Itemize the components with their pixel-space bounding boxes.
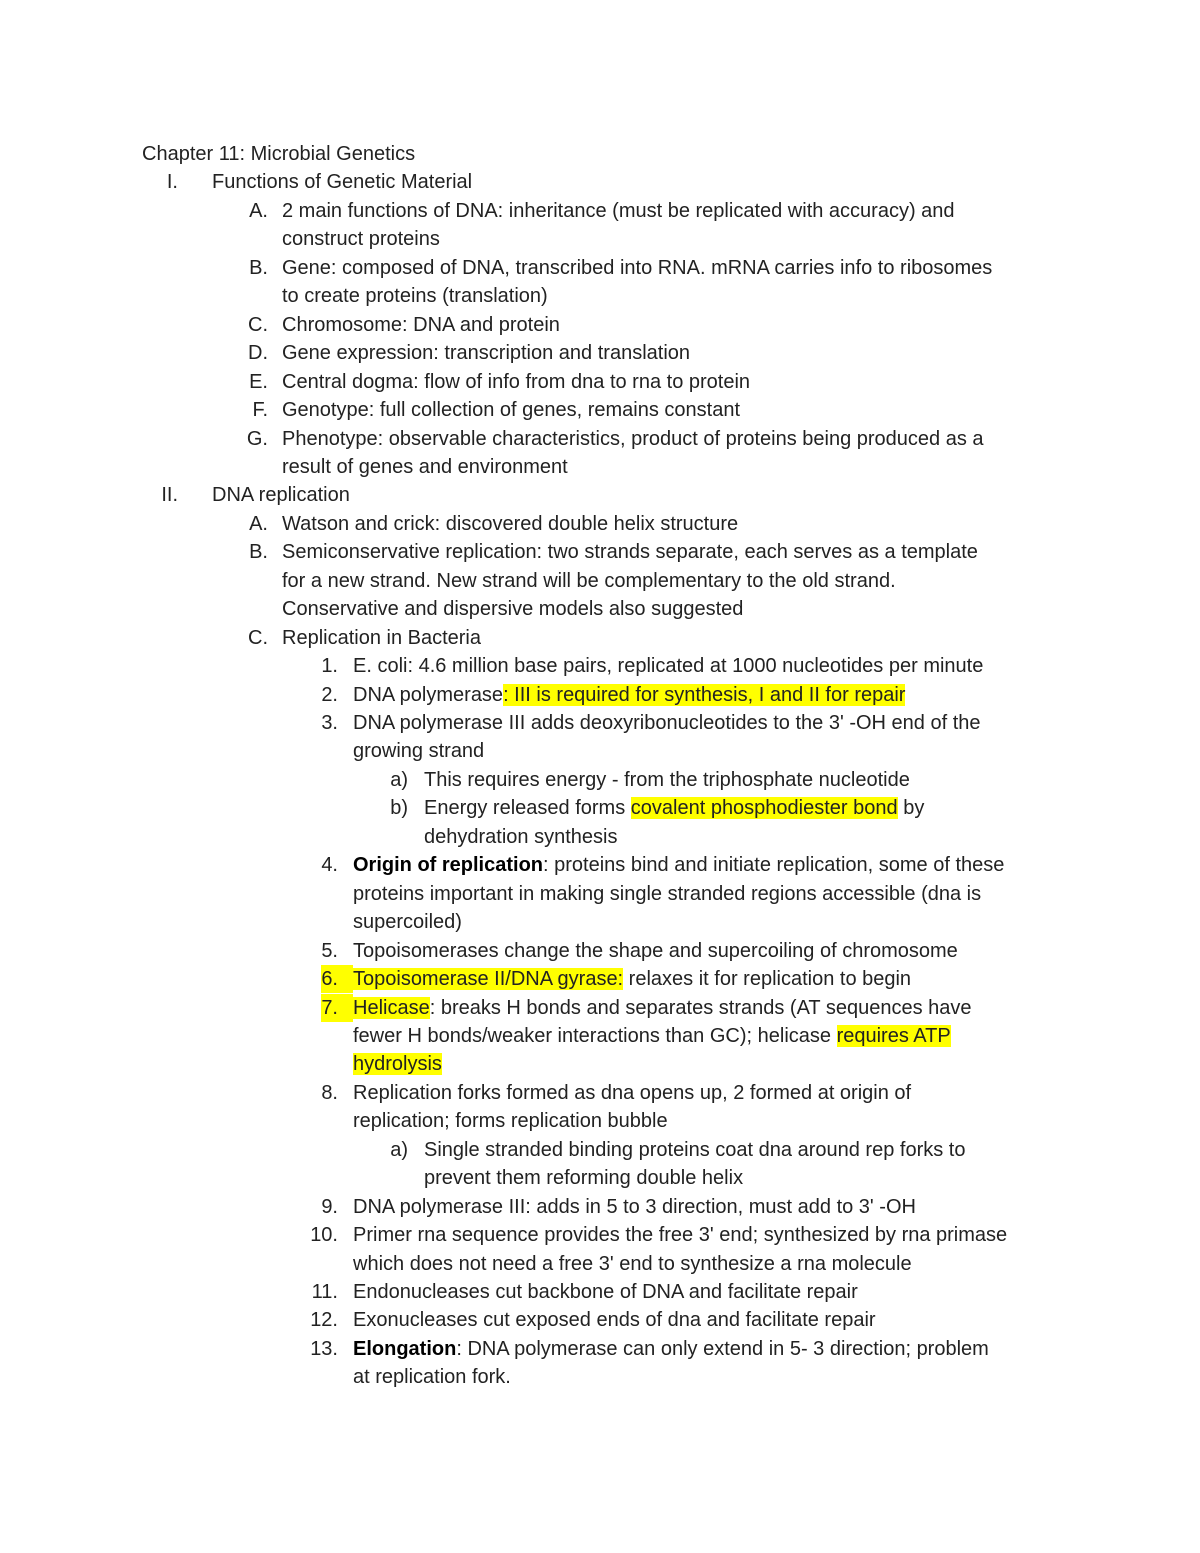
subitem-line	[0, 851, 1200, 879]
subitem-line	[0, 908, 1200, 936]
text-run: relaxes it for replication to begin	[623, 968, 912, 991]
subitem-line	[0, 1363, 1200, 1391]
subitem-marker: 8.	[321, 1081, 338, 1104]
highlighted-text: covalent phosphodiester bond	[630, 797, 898, 820]
text-run: Gene: composed of DNA, transcribed into RNA. mRNA carries info to ribosomes	[282, 256, 993, 279]
subitem-text	[353, 1022, 951, 1050]
highlighted-text: requires ATP	[836, 1024, 951, 1047]
text-run: Endonucleases cut backbone of DNA and facilitate repair	[353, 1281, 858, 1303]
item-line	[0, 595, 1200, 623]
subitem-text	[353, 1079, 911, 1107]
subitem-line	[0, 1079, 1200, 1107]
item-text	[282, 538, 978, 566]
item-line	[0, 254, 1200, 282]
item-line	[0, 396, 1200, 424]
item-text	[282, 567, 896, 595]
subsubitem-marker: a)	[390, 1138, 408, 1161]
item-text	[282, 396, 740, 424]
subitem-text	[353, 908, 462, 936]
item-marker: E.	[249, 370, 268, 393]
text-run: Conservative and dispersive models also suggested	[282, 598, 744, 621]
subitem-line	[0, 681, 1200, 709]
item-text	[282, 595, 743, 623]
text-run: construct proteins	[282, 228, 440, 251]
subitem-line	[0, 1193, 1200, 1221]
item-marker: C.	[248, 313, 268, 336]
text-run: prevent them reforming double helix	[424, 1167, 744, 1190]
page-title: Chapter 11: Microbial Genetics	[142, 143, 416, 165]
section-heading	[0, 168, 1200, 196]
subitem-marker: 2.	[321, 683, 338, 706]
text-run: which does not need a free 3' end to synthesize a rna molecule	[353, 1252, 912, 1275]
text-run: : DNA polymerase can only extend in 5- 3 direction; problem	[456, 1337, 989, 1360]
subsubitem-line	[0, 1164, 1200, 1192]
text-run: fewer H bonds/weaker interactions than GC); helicase	[353, 1024, 837, 1047]
subitem-line	[0, 1306, 1200, 1334]
item-marker: F.	[252, 399, 268, 422]
item-line	[0, 311, 1200, 339]
item-text	[282, 368, 750, 396]
highlighted-text: hydrolysis	[353, 1053, 442, 1076]
subitem-line	[0, 652, 1200, 680]
subitem-marker: 3.	[321, 712, 338, 734]
item-text	[282, 225, 440, 253]
text-run: Replication forks formed as dna opens up, 2 formed at origin of	[353, 1081, 912, 1104]
subitem-marker: 10.	[310, 1224, 338, 1247]
subitem-text	[353, 994, 972, 1022]
item-marker: A.	[249, 512, 268, 535]
text-run: growing strand	[353, 740, 485, 763]
subitem-text	[353, 1335, 989, 1363]
subitem-line	[0, 1050, 1200, 1078]
item-marker: B.	[249, 256, 268, 279]
subitem-text	[353, 652, 983, 680]
text-run: Semiconservative replication: two strands separate, each serves as a template	[282, 541, 978, 564]
subsubitem-line	[0, 794, 1200, 822]
subsubitem-marker: a)	[390, 768, 408, 791]
text-run: Watson and crick: discovered double helix structure	[282, 512, 739, 535]
text-run: dehydration synthesis	[424, 825, 618, 848]
subitem-line	[0, 1107, 1200, 1135]
item-line	[0, 339, 1200, 367]
item-text	[282, 254, 992, 282]
text-run: This requires energy - from the triphosphate nucleotide	[424, 768, 910, 791]
subsubitem-line	[0, 1136, 1200, 1164]
subitem-line	[0, 937, 1200, 965]
text-run: Phenotype: observable characteristics, product of proteins being produced as a	[282, 427, 984, 450]
subsubitem-text	[424, 823, 617, 851]
subitem-text	[353, 1107, 668, 1135]
subitem-text	[353, 965, 911, 993]
text-run: Exonucleases cut exposed ends of dna and facilitate repair	[353, 1309, 876, 1332]
text-run: Topoisomerases change the shape and supercoiling of chromosome	[353, 939, 958, 962]
subitem-marker: 13.	[310, 1337, 338, 1360]
subitem-line	[0, 994, 1200, 1022]
subitem-line	[0, 1278, 1200, 1306]
section-heading	[0, 481, 1200, 509]
item-text	[282, 282, 548, 310]
text-run: at replication fork.	[353, 1366, 511, 1389]
subsubitem-text	[424, 794, 924, 822]
subitem-line	[0, 1335, 1200, 1363]
text-run: Replication in Bacteria	[282, 626, 481, 649]
item-text	[282, 197, 955, 225]
item-marker: B.	[249, 541, 268, 564]
subitem-line	[0, 1250, 1200, 1278]
subitem-marker: 11.	[311, 1281, 338, 1303]
subsubitem-text	[424, 1136, 965, 1164]
item-text	[282, 453, 568, 481]
text-run: Single stranded binding proteins coat dna around rep forks to	[424, 1138, 966, 1161]
item-marker: A.	[249, 199, 268, 222]
text-run: proteins important in making single stranded regions accessible (dna is	[353, 882, 982, 905]
text-run: supercoiled)	[353, 911, 462, 934]
item-line	[0, 567, 1200, 595]
section-marker: II.	[161, 484, 178, 507]
subitem-line	[0, 737, 1200, 765]
item-line	[0, 225, 1200, 253]
item-line	[0, 538, 1200, 566]
subitem-text	[353, 1306, 876, 1334]
subitem-text	[353, 1278, 858, 1306]
subitem-marker: 6.	[321, 965, 353, 993]
item-text	[282, 624, 481, 652]
subitem-marker: 12.	[310, 1309, 338, 1332]
item-line	[0, 368, 1200, 396]
subitem-text	[353, 1363, 511, 1391]
item-text	[282, 311, 560, 339]
text-run: DNA polymerase III adds deoxyribonucleotides to the 3' -OH end of the	[353, 712, 981, 734]
text-run: Gene expression: transcription and translation	[282, 342, 691, 365]
text-run: : proteins bind and initiate replication, some of these	[543, 854, 1005, 877]
text-run: 2 main functions of DNA: inheritance (must be replicated with accuracy) and	[282, 199, 955, 222]
subitem-text	[353, 1250, 912, 1278]
item-marker: C.	[248, 626, 268, 649]
text-run: Central dogma: flow of info from dna to rna to protein	[282, 370, 751, 393]
highlighted-text: Topoisomerase II/DNA gyrase:	[353, 968, 624, 991]
highlighted-text: : III is required for synthesis, I and II for repair	[503, 683, 906, 706]
subitem-text	[353, 851, 1004, 879]
item-text	[282, 425, 984, 453]
subitem-marker: 5.	[321, 939, 338, 962]
bold-term: Origin of replication	[353, 854, 544, 877]
text-run: Energy released forms	[424, 797, 631, 820]
text-run: Genotype: full collection of genes, remains constant	[282, 399, 741, 422]
subitem-marker: 7.	[321, 994, 353, 1022]
text-run: Primer rna sequence provides the free 3' end; synthesized by rna primase	[353, 1224, 1008, 1247]
bold-term: Elongation	[353, 1337, 457, 1360]
text-run: result of genes and environment	[282, 455, 568, 478]
subitem-text	[353, 737, 484, 765]
text-run: : breaks H bonds and separates strands (AT sequences have	[429, 996, 972, 1019]
subitem-text	[353, 1050, 442, 1078]
subitem-marker: 4.	[321, 854, 338, 877]
section-title: Functions of Genetic Material	[212, 171, 473, 194]
text-run: replication; forms replication bubble	[353, 1110, 668, 1133]
text-run: DNA polymerase	[353, 683, 504, 706]
section-marker: I.	[166, 171, 178, 194]
subitem-line	[0, 1221, 1200, 1249]
subitem-line	[0, 709, 1200, 737]
subitem-marker: 1.	[321, 655, 338, 678]
subsubitem-text	[424, 1164, 743, 1192]
item-text	[282, 510, 738, 538]
text-run: DNA polymerase III: adds in 5 to 3 direction, must add to 3' -OH	[353, 1195, 916, 1218]
subitem-line	[0, 965, 1200, 993]
item-marker: G.	[246, 427, 268, 450]
item-line	[0, 425, 1200, 453]
item-line	[0, 510, 1200, 538]
text-run: by	[897, 797, 925, 820]
subitem-text	[353, 880, 981, 908]
highlighted-text: Helicase	[353, 996, 430, 1019]
subsubitem-line	[0, 823, 1200, 851]
text-run: Chromosome: DNA and protein	[282, 313, 560, 336]
subsubitem-marker: b)	[390, 797, 408, 820]
subitem-line	[0, 880, 1200, 908]
section-title: DNA replication	[212, 484, 350, 507]
subsubitem-text	[424, 766, 910, 794]
text-run: E. coli: 4.6 million base pairs, replicated at 1000 nucleotides per minute	[353, 655, 984, 678]
subitem-line	[0, 1022, 1200, 1050]
item-line	[0, 282, 1200, 310]
subitem-text	[353, 709, 981, 737]
subitem-text	[353, 1193, 916, 1221]
text-run: for a new strand. New strand will be complementary to the old strand.	[282, 569, 896, 592]
subsubitem-line	[0, 766, 1200, 794]
subitem-text	[353, 937, 958, 965]
subitem-text	[353, 681, 905, 709]
subitem-marker: 9.	[321, 1195, 338, 1218]
text-run: to create proteins (translation)	[282, 285, 548, 308]
item-line	[0, 453, 1200, 481]
item-marker: D.	[248, 342, 268, 365]
item-line	[0, 197, 1200, 225]
item-text	[282, 339, 690, 367]
item-line	[0, 624, 1200, 652]
subitem-text	[353, 1221, 1007, 1249]
